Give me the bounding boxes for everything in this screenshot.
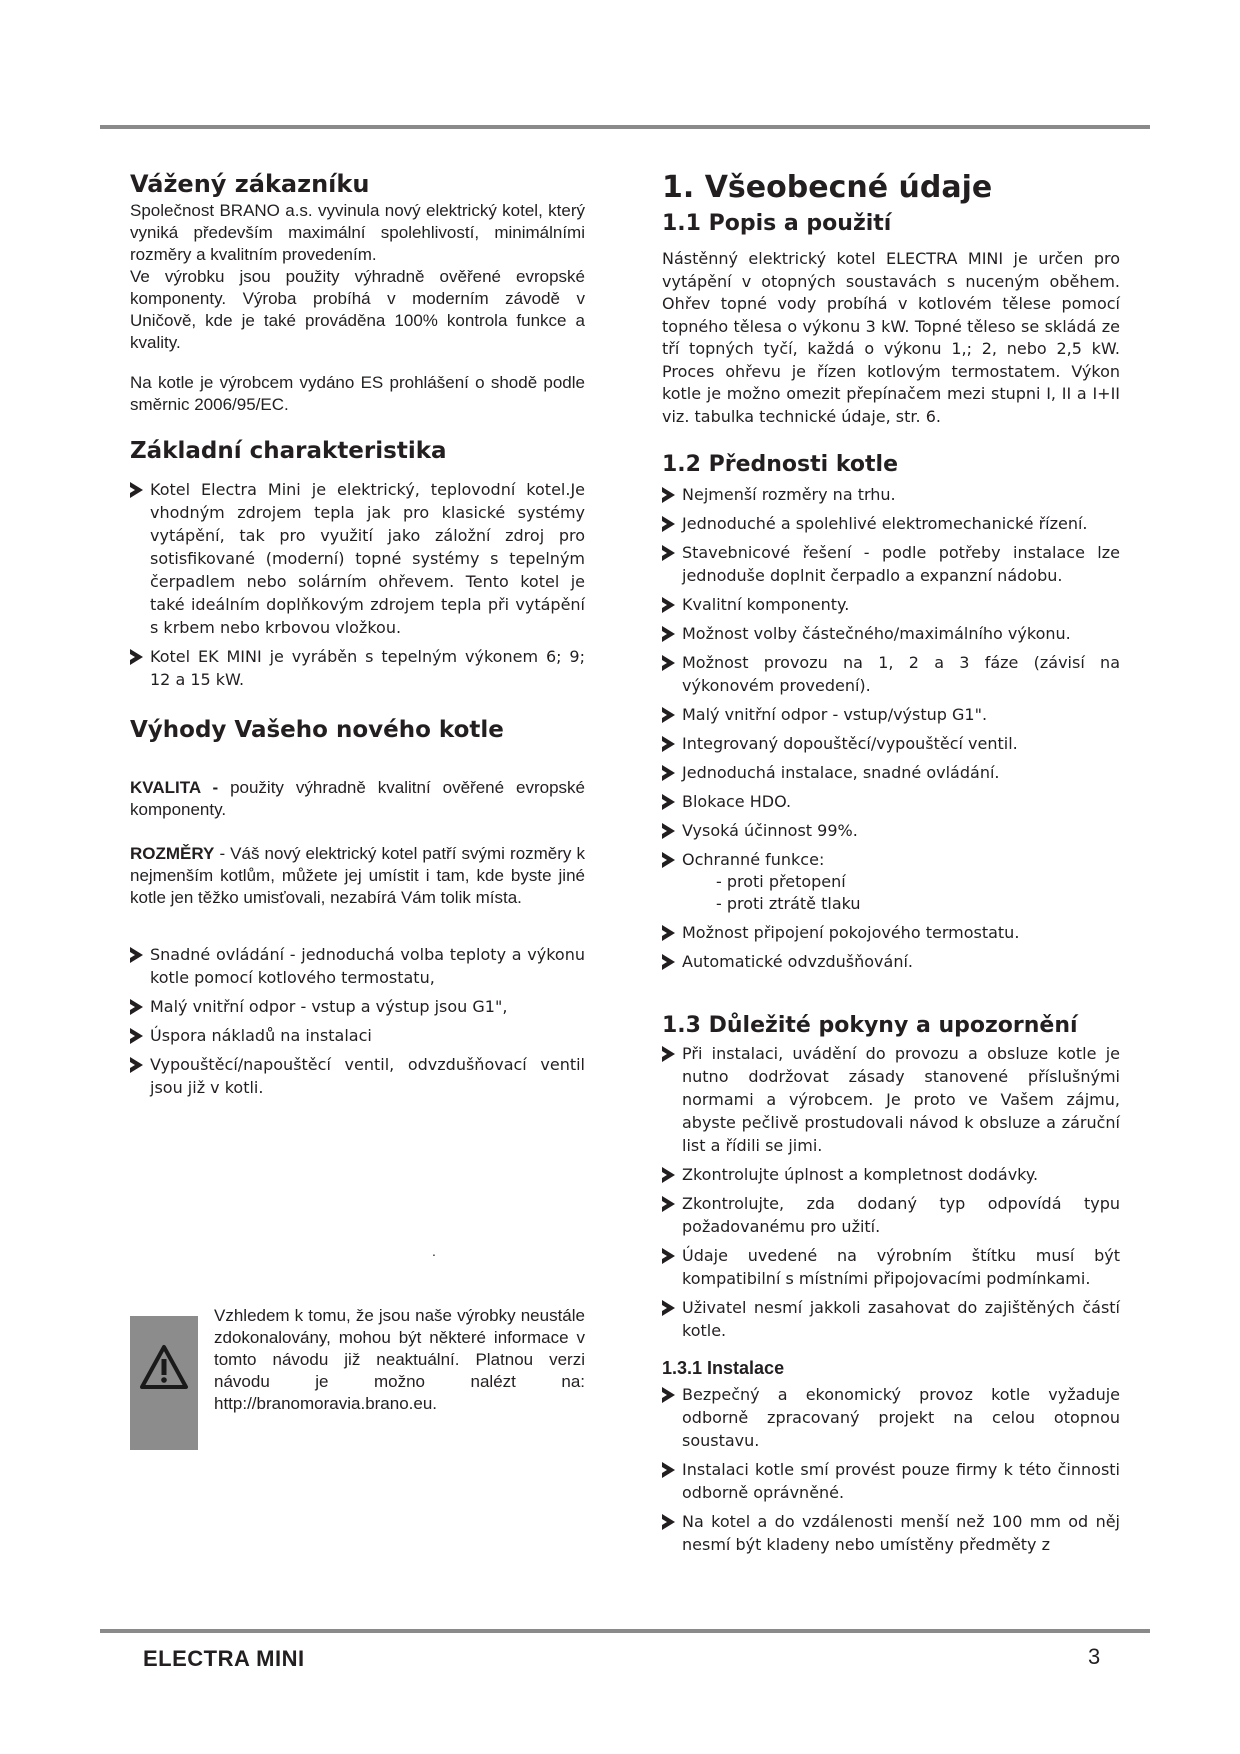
characteristics-heading: Základní charakteristika: [130, 438, 447, 464]
arrow-bullet-icon: [662, 516, 675, 532]
list-item: Malý vnitřní odpor - vstup/výstup G1".: [662, 703, 1120, 726]
arrow-bullet-icon: [662, 765, 675, 781]
arrow-bullet-icon: [662, 736, 675, 752]
arrow-bullet-icon: [662, 1167, 675, 1183]
arrow-bullet-icon: [662, 1196, 675, 1212]
list-item: Při instalaci, uvádění do provozu a obsluze kotle je nutno dodržovat zásady stanovené příslušnými normami a výrobcem. Je proto ve Vašem zájmu, abyste pečlivě prostudovali návod k obsluze a záruční list a řídili se jimi.: [662, 1042, 1120, 1157]
list-item: Jednoduché a spolehlivé elektromechanické řízení.: [662, 512, 1120, 535]
list-item: Úspora nákladů na instalaci: [130, 1024, 585, 1047]
list-item: Na kotel a do vzdálenosti menší než 100 mm od něj nesmí být kladeny nebo umístěny předměty z: [662, 1510, 1120, 1556]
list-item: Blokace HDO.: [662, 790, 1120, 813]
section-1-3-heading: 1.3 Důležité pokyny a upozornění: [662, 1013, 1078, 1038]
arrow-bullet-icon: [662, 1046, 675, 1062]
size-paragraph: ROZMĚRY - Váš nový elektrický kotel patří svými rozměry k nejmenším kotlům, můžete jej umístit i tam, kde byste jiné kotle jen těžko umisťovali, nezabírá Vám tolik místa.: [130, 844, 585, 907]
protection-item: - proti přetopení: [716, 872, 846, 891]
section-1-1-heading: 1.1 Popis a použití: [662, 211, 892, 236]
arrow-bullet-icon: [662, 1514, 675, 1530]
list-item: Možnost připojení pokojového termostatu.: [662, 921, 1120, 944]
stray-dot: .: [432, 1243, 436, 1259]
arrow-bullet-icon: [130, 482, 143, 498]
quality-paragraph: KVALITA - použity výhradně kvalitní ověřené evropské komponenty.: [130, 778, 585, 819]
intro-paragraph-3: Na kotle je výrobcem vydáno ES prohlášení o shodě podle směrnic 2006/95/EC.: [130, 373, 585, 414]
top-rule: [100, 125, 1150, 129]
list-item: Nejmenší rozměry na trhu.: [662, 483, 1120, 506]
arrow-bullet-icon: [662, 707, 675, 723]
warning-box: [130, 1316, 198, 1450]
intro-paragraph-1: Společnost BRANO a.s. vyvinula nový elektrický kotel, který vyniká především maximální spolehlivostí, minimálními rozměry a kvalitním provedením.: [130, 201, 585, 264]
arrow-bullet-icon: [130, 947, 143, 963]
list-item: Údaje uvedené na výrobním štítku musí být kompatibilní s místními připojovacími podmínkami.: [662, 1244, 1120, 1290]
left-column: [130, 170, 585, 1105]
arrow-bullet-icon: [130, 649, 143, 665]
list-item: Možnost volby částečného/maximálního výkonu.: [662, 622, 1120, 645]
list-item: Automatické odvzdušňování.: [662, 950, 1120, 973]
arrow-bullet-icon: [662, 794, 675, 810]
arrow-bullet-icon: [662, 1248, 675, 1264]
arrow-bullet-icon: [662, 655, 675, 671]
advantages-list-b: [662, 921, 1120, 973]
arrow-bullet-icon: [662, 597, 675, 613]
arrow-bullet-icon: [662, 487, 675, 503]
list-item: Integrovaný dopouštěcí/vypouštěcí ventil.: [662, 732, 1120, 755]
advantages-heading: Výhody Vašeho nového kotle: [130, 717, 504, 743]
section-1-heading: 1. Všeobecné údaje: [662, 170, 993, 205]
section-1-3-1-heading: 1.3.1 Instalace: [662, 1358, 785, 1378]
list-item: Malý vnitřní odpor - vstup a výstup jsou G1",: [130, 995, 585, 1018]
arrow-bullet-icon: [662, 626, 675, 642]
arrow-bullet-icon: [662, 823, 675, 839]
list-item: Možnost provozu na 1, 2 a 3 fáze (závisí na výkonovém provedení).: [662, 651, 1120, 697]
arrow-bullet-icon: [130, 1028, 143, 1044]
installation-list: [662, 1383, 1120, 1556]
list-item: Stavebnicové řešení - podle potřeby instalace lze jednoduše doplnit čerpadlo a expanzní nádobu.: [662, 541, 1120, 587]
list-item: Kotel EK MINI je vyráběn s tepelným výkonem 6; 9; 12 a 15 kW.: [130, 645, 585, 691]
warning-triangle-icon: [139, 1344, 189, 1390]
list-item: Kotel Electra Mini je elektrický, teplovodní kotel.Je vhodným zdrojem tepla jak pro klasické systémy vytápění, tak pro využití jako záložní zdroj pro sotisfikované (moderní) topné systémy s tepelným čerpadlem nebo solárním ohřevem. Tento kotel je také ideálním doplňkovým zdrojem tepla při vytápění s krbem nebo krbovou vložkou.: [130, 478, 585, 639]
section-1-2-heading: 1.2 Přednosti kotle: [662, 452, 898, 477]
page-number: 3: [1088, 1644, 1101, 1669]
footer-product-name: ELECTRA MINI: [143, 1646, 305, 1671]
intro-paragraph-2: Ve výrobku jsou použity výhradně ověřené evropské komponenty. Výroba probíhá v moderním závodě v Uničově, kde je také prováděna 100% kontrola funkce a kvality.: [130, 267, 585, 352]
protection-item: - proti ztrátě tlaku: [716, 894, 861, 913]
advantages-list-a: [662, 483, 1120, 871]
right-column: [662, 170, 1120, 1562]
list-item: Kvalitní komponenty.: [662, 593, 1120, 616]
arrow-bullet-icon: [662, 925, 675, 941]
list-item: Ochranné funkce:: [662, 848, 1120, 871]
list-item: Zkontrolujte úplnost a kompletnost dodávky.: [662, 1163, 1120, 1186]
section-1-1-text: Nástěnný elektrický kotel ELECTRA MINI je určen pro vytápění v otopných soustavách s nuceným oběhem. Ohřev topné vody probíhá v kotlovém tělese pomocí topného tělesa o výkonu 3 kW. Topné těleso se skládá ze tří topných tyčí, každá o výkonu 1,; 2, nebo 2,5 kW. Proces ohřevu je řízen kotlovým termostatem. Výkon kotle je možno omezit přepínačem mezi stupni I, II a I+II viz. tabulka technické údaje, str. 6.: [662, 249, 1120, 426]
warning-text: Vzhledem k tomu, že jsou naše výrobky neustále zdokonalovány, mohou být některé informace v tomto návodu již neaktuální. Platnou verzi návodu je možno nalézt na: http://branomoravia.brano.eu.: [214, 1306, 585, 1413]
list-item: Snadné ovládání - jednoduchá volba teploty a výkonu kotle pomocí kotlového termostatu,: [130, 943, 585, 989]
arrow-bullet-icon: [662, 545, 675, 561]
arrow-bullet-icon: [130, 999, 143, 1015]
protection-sublist: [662, 871, 1120, 915]
list-item: Vysoká účinnost 99%.: [662, 819, 1120, 842]
characteristics-list: [130, 478, 585, 691]
greeting-heading: Vážený zákazníku: [130, 170, 370, 198]
arrow-bullet-icon: [662, 852, 675, 868]
list-item: Jednoduchá instalace, snadné ovládání.: [662, 761, 1120, 784]
list-item: Uživatel nesmí jakkoli zasahovat do zajištěných částí kotle.: [662, 1296, 1120, 1342]
arrow-bullet-icon: [662, 954, 675, 970]
list-item: Instalaci kotle smí provést pouze firmy k této činnosti odborně oprávněné.: [662, 1458, 1120, 1504]
arrow-bullet-icon: [130, 1057, 143, 1073]
instructions-list: [662, 1042, 1120, 1342]
arrow-bullet-icon: [662, 1462, 675, 1478]
list-item: Vypouštěcí/napouštěcí ventil, odvzdušňovací ventil jsou již v kotli.: [130, 1053, 585, 1099]
list-item: Zkontrolujte, zda dodaný typ odpovídá typu požadovanému pro užití.: [662, 1192, 1120, 1238]
arrow-bullet-icon: [662, 1300, 675, 1316]
arrow-bullet-icon: [662, 1387, 675, 1403]
bottom-rule: [100, 1629, 1150, 1633]
list-item: Bezpečný a ekonomický provoz kotle vyžaduje odborně zpracovaný projekt na celou otopnou soustavu.: [662, 1383, 1120, 1452]
advantages-list: [130, 943, 585, 1099]
